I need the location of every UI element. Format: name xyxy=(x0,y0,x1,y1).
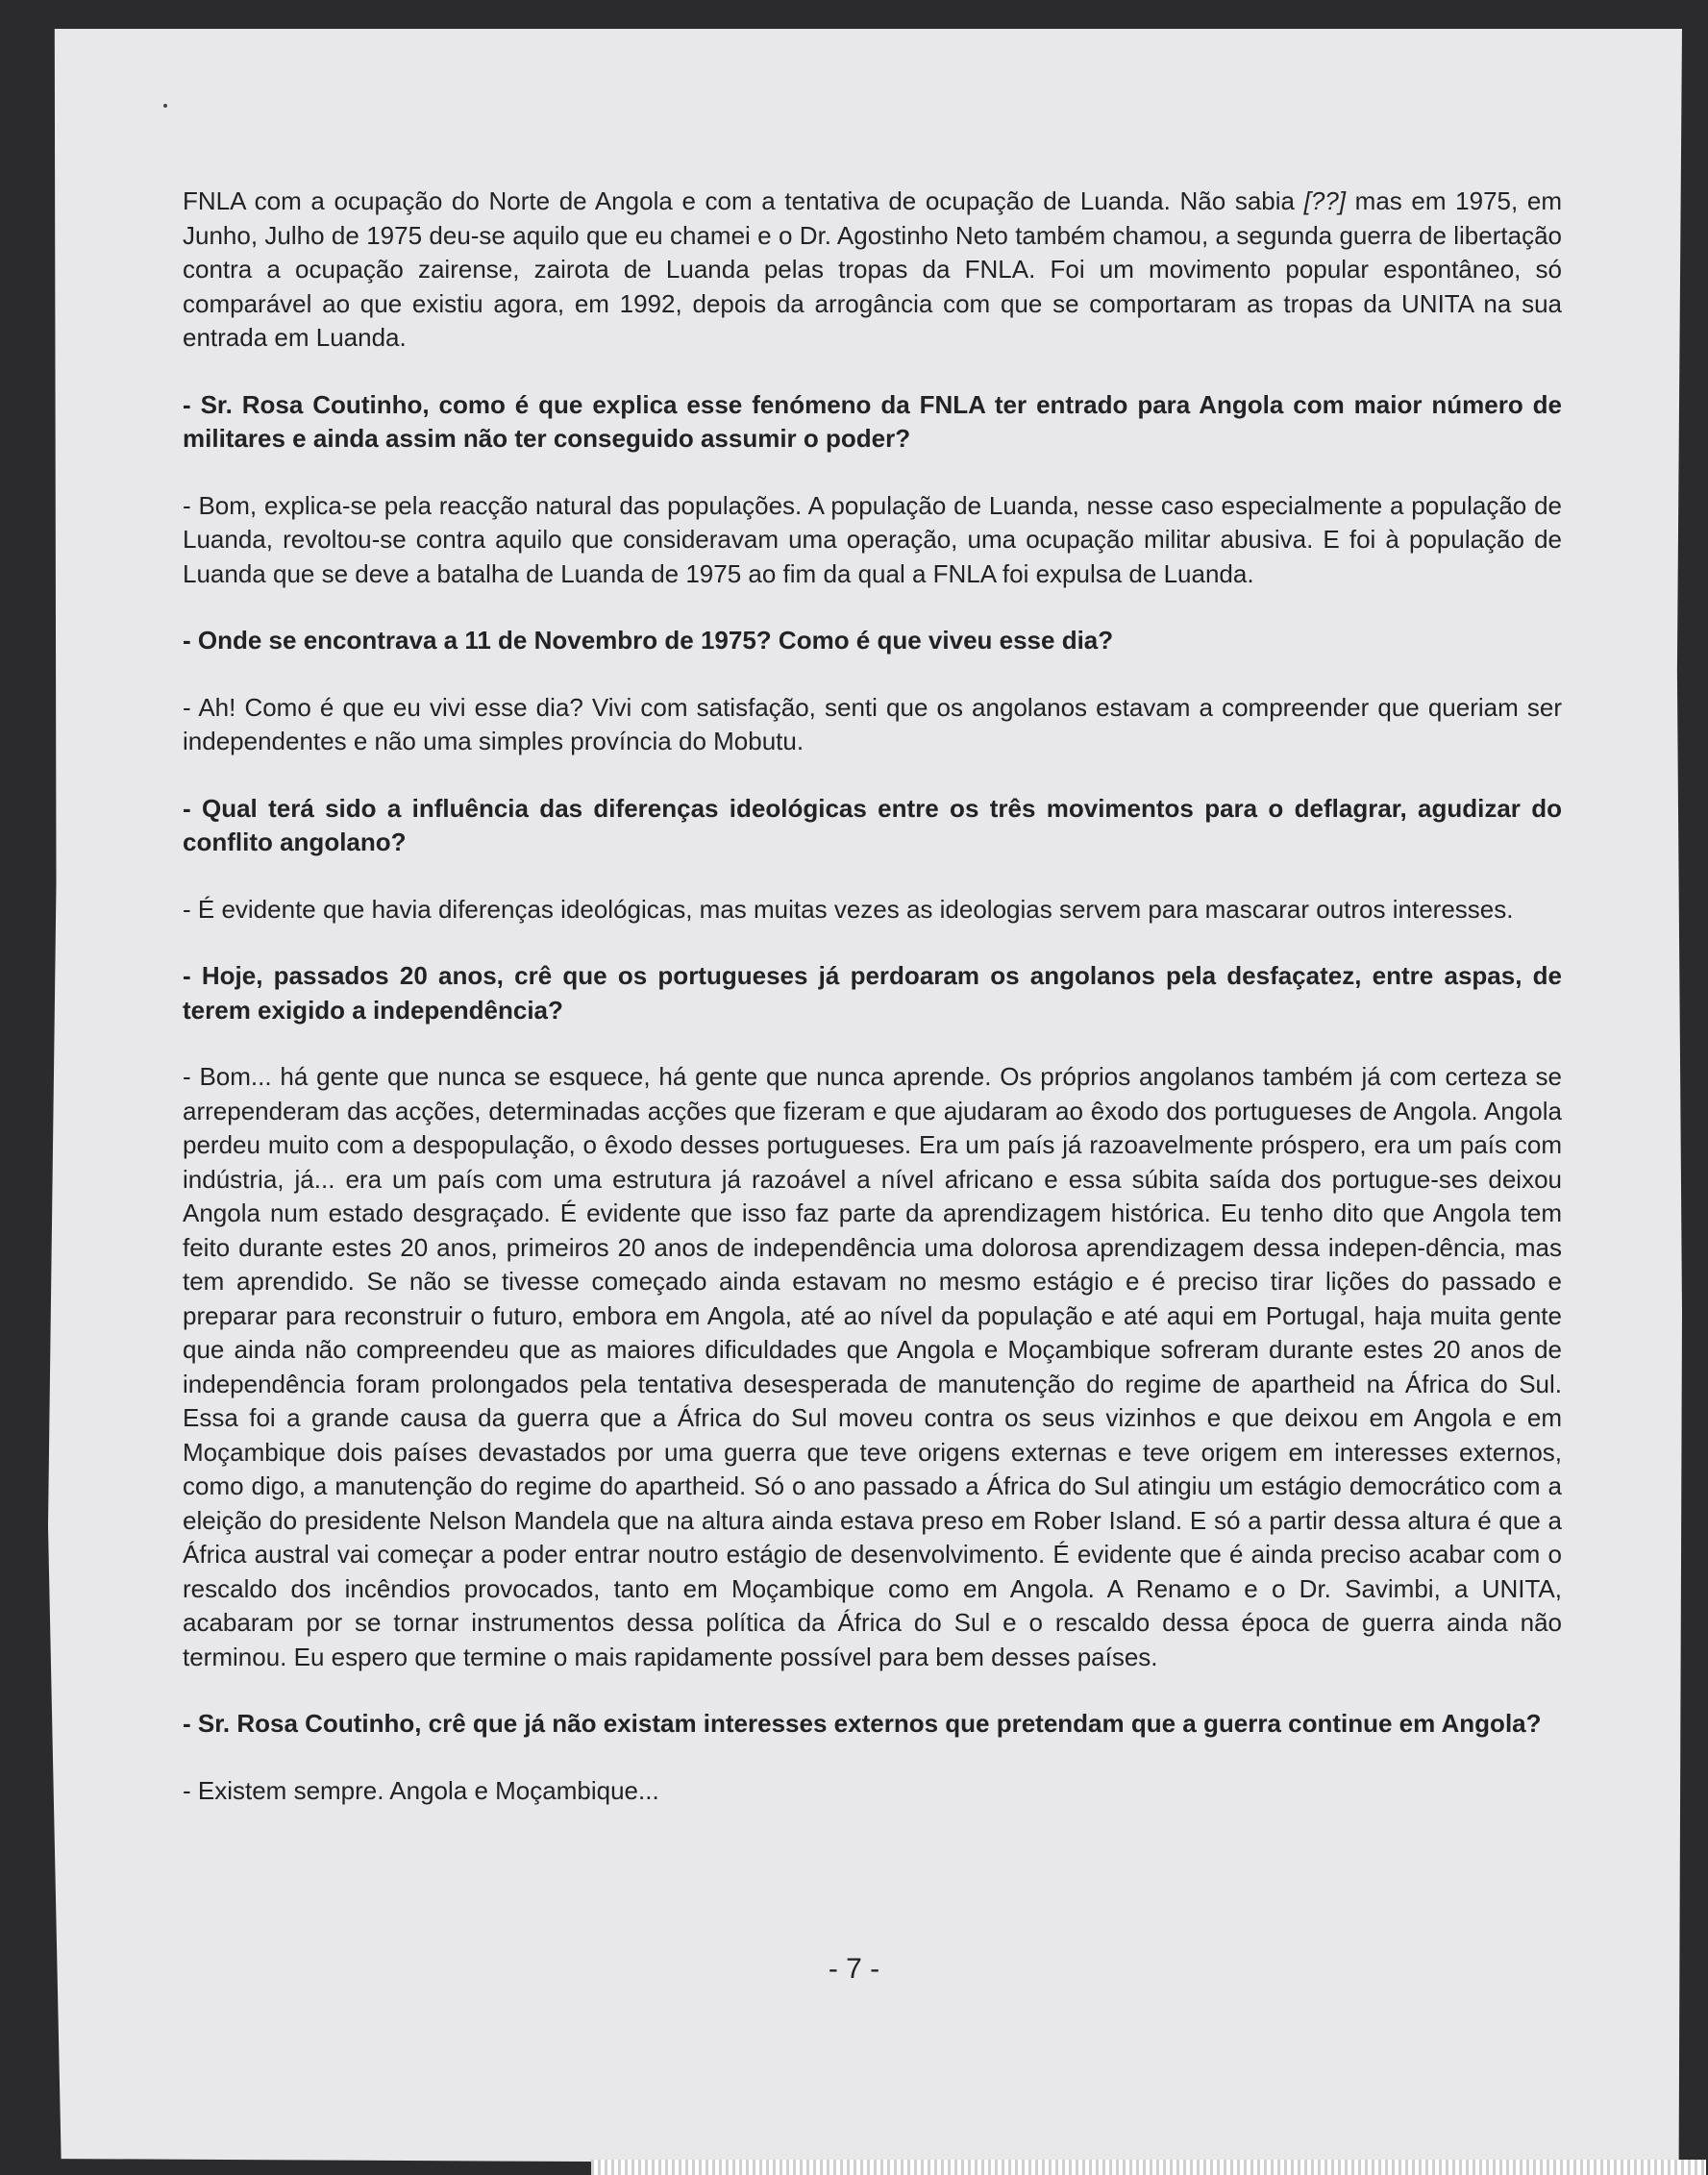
paragraph-question: - Onde se encontrava a 11 de Novembro de 1975? Como é que viveu esse dia? xyxy=(183,626,1114,655)
uncertain-transcription-marker: [??] xyxy=(1303,186,1347,215)
paragraph-answer: - Ah! Como é que eu vivi esse dia? Vivi com satisfação, senti que os angolanos estavam a compreender que queriam ser independentes e não uma simples província do Mobutu. xyxy=(183,692,1562,755)
document-body xyxy=(183,185,1562,1841)
paragraph-question: - Hoje, passados 20 anos, crê que os portugueses já perdoaram os angolanos pela desfaçatez, entre aspas, de terem exigido a independência? xyxy=(183,961,1562,1025)
page-number: - 7 - xyxy=(828,1953,880,1985)
paragraph-answer: FNLA com a ocupação do Norte de Angola e com a tentativa de ocupação de Luanda. Não sabia [??] mas em 1975, em Junho, Julho de 1975 deu-se aquilo que eu chamei e o Dr. Agostinho Neto também chamou, a segunda guerra de libertação contra a ocupação zairense, zairota de Luanda pelas tropas da FNLA. Foi um movimento popular espontâneo, só comparável ao que existiu agora, em 1992, depois da arrogância com que se comportaram as tropas da UNITA na sua entrada em Luanda. xyxy=(183,186,1563,352)
paragraph-answer: - Bom... há gente que nunca se esquece, há gente que nunca aprende. Os próprios angolanos também já com certeza se arrependeram das acções, determinadas acções que fizeram e que ajudaram ao êxodo dos portugueses de Angola. Angola perdeu muito com a despopulação, o êxodo desses portugueses. Era um país já razoavelmente próspero, era um país com indústria, já... era um país com uma estrutura já razoável a nível africano e essa súbita saída dos portugue-ses deixou Angola num estado desgraçado. É evidente que isso faz parte da aprendizagem histórica. Eu tenho dito que Angola tem feito durante estes 20 anos, primeiros 20 anos de independência uma dolorosa aprendizagem dessa indepen-dência, mas tem aprendido. Se não se tivesse começado ainda estavam no mesmo estágio e é preciso tirar lições do passado e preparar para reconstruir o futuro, embora em Angola, até ao nível da população e até aqui em Portugal, haja muita gente que ainda não compreendeu que as maiores dificuldades que Angola e Moçambique sofreram durante estes 20 anos de independência foram prolongados pela tentativa desesperada de manutenção do regime de apartheid na África do Sul. Essa foi a grande causa da guerra que a África do Sul moveu contra os seus vizinhos e que deixou em Angola e em Moçambique dois países devastados por uma guerra que teve origens externas e teve origem em interesses externos, como digo, a manutenção do regime do apartheid. Só o ano passado a África do Sul atingiu um estágio democrático com a eleição do presidente Nelson Mandela que na altura ainda estava preso em Rober Island. E só a partir dessa altura é que a África austral vai começar a poder entrar noutro estágio de desenvolvimento. É evidente que é ainda preciso acabar com o rescaldo dos incêndios provocados, tanto em Moçambique como em Angola. A Renamo e o Dr. Savimbi, a UNITA, acabaram por se tornar instrumentos dessa política da África do Sul e o rescaldo dessa época de guerra ainda não terminou. Eu espero que termine o mais rapidamente possível para bem desses países. xyxy=(183,1062,1562,1671)
paragraph-question: - Sr. Rosa Coutinho, crê que já não existam interesses externos que pretendam que a guerra continue em Angola? xyxy=(183,1709,1542,1738)
scale-ruler xyxy=(591,2160,1706,2175)
paragraph-answer: - Bom, explica-se pela reacção natural das populações. A população de Luanda, nesse caso especialmente a população de Luanda, revoltou-se contra aquilo que consideravam uma operação, uma ocupação militar abusiva. E foi à população de Luanda que se deve a batalha de Luanda de 1975 ao fim da qual a FNLA foi expulsa de Luanda. xyxy=(183,490,1562,588)
paragraph-question: - Sr. Rosa Coutinho, como é que explica esse fenómeno da FNLA ter entrado para Angola com maior número de militares e ainda assim não ter conseguido assumir o poder? xyxy=(183,389,1562,453)
paper-speck xyxy=(163,104,167,108)
paragraph-answer: - É evidente que havia diferenças ideológicas, mas muitas vezes as ideologias servem para mascarar outros interesses. xyxy=(183,894,1514,924)
paragraph-question: - Qual terá sido a influência das diferenças ideológicas entre os três movimentos para o deflagrar, agudizar do conflito angolano? xyxy=(183,793,1562,856)
paragraph-answer: - Existem sempre. Angola e Moçambique... xyxy=(183,1775,659,1805)
